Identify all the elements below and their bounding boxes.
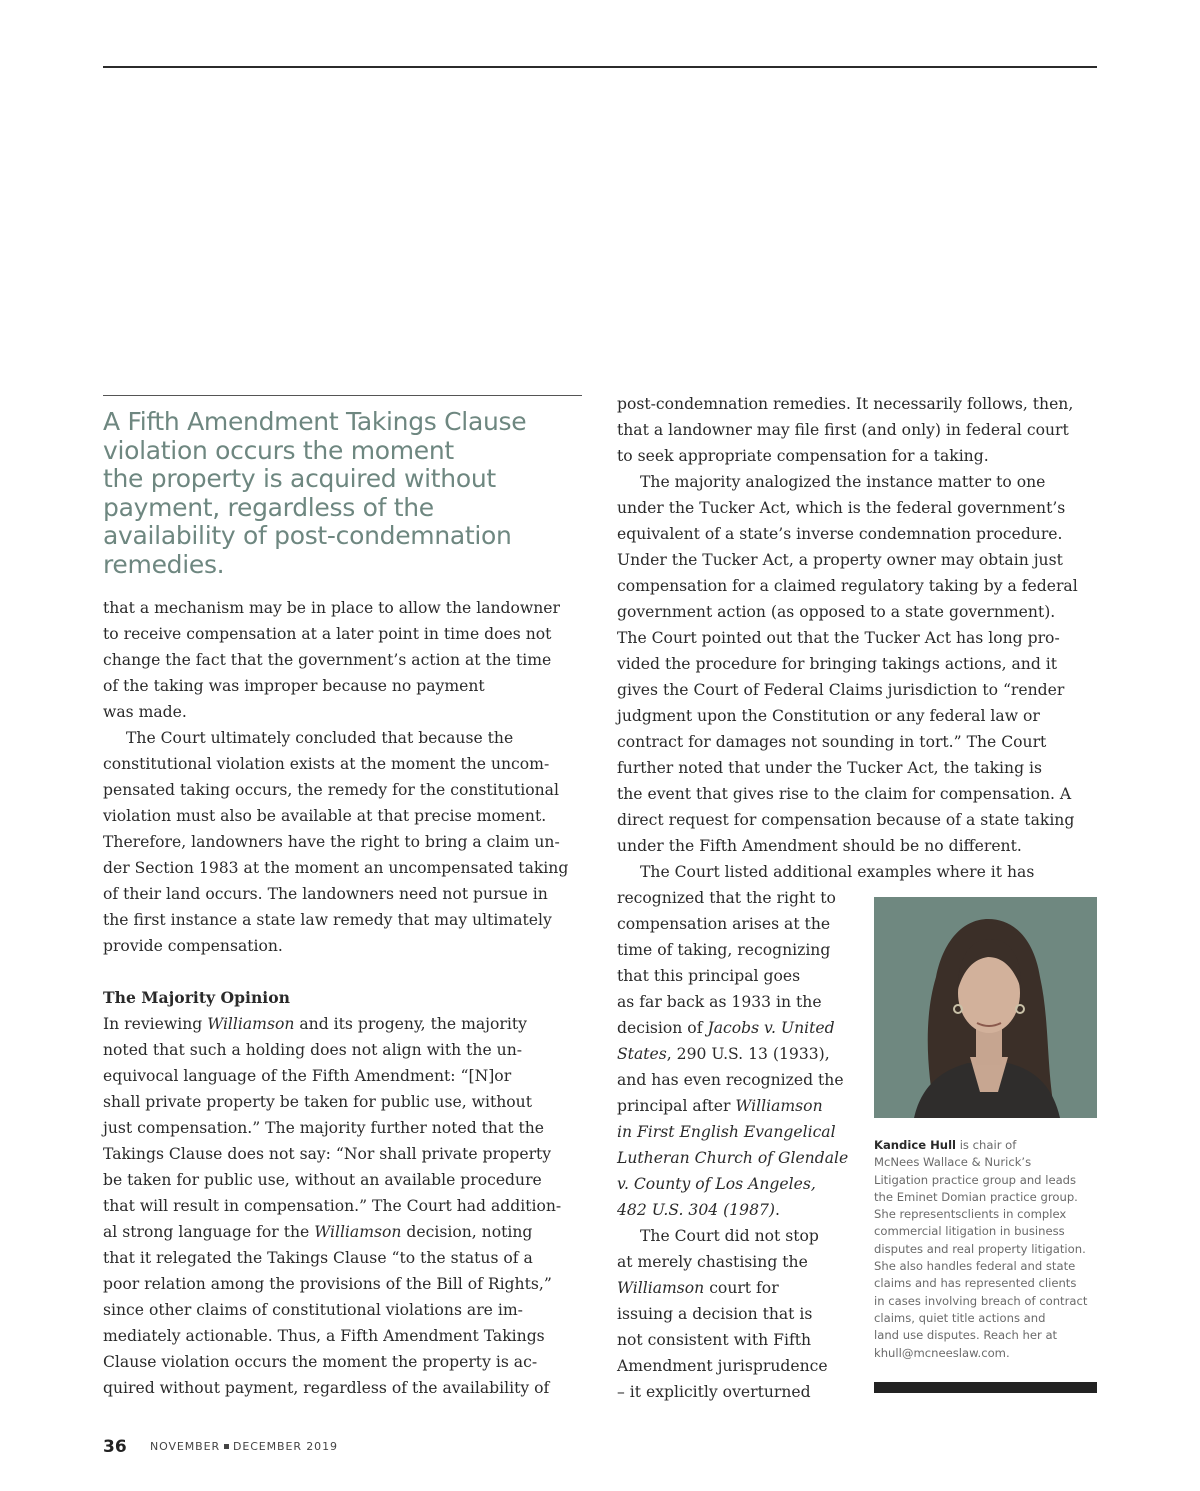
body-line: gives the Court of Federal Claims jurisdiction to “render [617, 681, 1065, 699]
pullquote-line: payment, regardless of the [103, 492, 434, 522]
italic-case-name: States [617, 1045, 667, 1063]
author-photo [874, 897, 1097, 1118]
text-run: decision, noting [401, 1223, 533, 1241]
body-line: as far back as 1933 in the [617, 993, 822, 1011]
bio-line: khull@mcneeslaw.com. [874, 1345, 1010, 1360]
square-bullet-icon [224, 1444, 229, 1449]
body-line: of the taking was improper because no payment [103, 677, 485, 695]
text-run: . [775, 1201, 780, 1219]
body-line: that this principal goes [617, 967, 801, 985]
body-line: not consistent with Fifth [617, 1331, 812, 1349]
pullquote [103, 408, 583, 579]
bio-line: McNees Wallace & Nurick’s [874, 1155, 1032, 1170]
text-run: , 290 U.S. 13 (1933), [666, 1045, 830, 1063]
italic-case-name: 482 U.S. 304 (1987) [617, 1201, 776, 1219]
body-line: further noted that under the Tucker Act, the taking is [617, 759, 1043, 777]
body-line: Clause violation occurs the moment the property is ac- [103, 1353, 538, 1371]
body-line: contract for damages not sounding in tort.” The Court [617, 733, 1047, 751]
body-line [103, 1011, 585, 1037]
bio-line: claims and has represented clients [874, 1276, 1077, 1291]
body-line: Under the Tucker Act, a property owner may obtain just [617, 551, 1063, 569]
body-line: that a landowner may file first (and only) in federal court [617, 421, 1069, 439]
top-rule [103, 66, 1097, 68]
body-line: Therefore, landowners have the right to bring a claim un- [103, 833, 560, 851]
body-line: was made. [103, 703, 187, 721]
body-line: direct request for compensation because of a state taking [617, 811, 1075, 829]
bio-line: claims, quiet title actions and [874, 1310, 1046, 1325]
body-line: – it explicitly overturned [617, 1383, 811, 1401]
body-line: mediately actionable. Thus, a Fifth Amendment Takings [103, 1327, 545, 1345]
pullquote-rule [103, 395, 582, 396]
section-heading [103, 985, 585, 1011]
italic-case-name: Williamson [735, 1097, 823, 1115]
body-line: post-condemnation remedies. It necessarily follows, then, [617, 395, 1074, 413]
body-line: change the fact that the government’s action at the time [103, 651, 552, 669]
body-line: time of taking, recognizing [617, 941, 831, 959]
spacer [103, 959, 585, 985]
bio-line: the Eminet Domian practice group. [874, 1189, 1078, 1204]
text-run: and its progeny, the majority [294, 1015, 527, 1033]
footer-month-start: NOVEMBER [150, 1440, 220, 1453]
text-run: court for [704, 1279, 779, 1297]
body-line: constitutional violation exists at the moment the uncom- [103, 755, 550, 773]
body-line: since other claims of constitutional violations are im- [103, 1301, 523, 1319]
body-line: equivocal language of the Fifth Amendment: “[N]or [103, 1067, 512, 1085]
text-run: al strong language for the [103, 1223, 315, 1241]
page-number: 36 [103, 1437, 127, 1457]
bio-line: disputes and real property litigation. [874, 1241, 1086, 1256]
body-line: equivalent of a state’s inverse condemnation procedure. [617, 525, 1063, 543]
body-line: under the Tucker Act, which is the federal government’s [617, 499, 1066, 517]
left-column [103, 595, 585, 1401]
body-line: poor relation among the provisions of the Bill of Rights,” [103, 1275, 552, 1293]
body-line [103, 1219, 585, 1245]
footer-month-end: DECEMBER 2019 [233, 1440, 338, 1453]
body-line: that a mechanism may be in place to allow the landowner [103, 599, 560, 617]
body-line: the event that gives rise to the claim for compensation. A [617, 785, 1072, 803]
italic-case-name: Lutheran Church of Glendale [617, 1149, 849, 1167]
body-line: pensated taking occurs, the remedy for the constitutional [103, 781, 559, 799]
body-line: The Court did not stop [640, 1227, 819, 1245]
bio-line: She also handles federal and state [874, 1259, 1076, 1274]
body-line: that will result in compensation.” The Court had addition- [103, 1197, 562, 1215]
bio-line: Litigation practice group and leads [874, 1172, 1077, 1187]
body-line: vided the procedure for bringing takings actions, and it [617, 655, 1058, 673]
body-line: recognized that the right to [617, 889, 836, 907]
body-line: just compensation.” The majority further noted that the [103, 1119, 544, 1137]
body-line: issuing a decision that is [617, 1305, 813, 1323]
issue-date [150, 1440, 338, 1453]
body-line: and has even recognized the [617, 1071, 844, 1089]
text-run: In reviewing [103, 1015, 208, 1033]
body-line: the first instance a state law remedy that may ultimately [103, 911, 552, 929]
body-line: The majority analogized the instance matter to one [640, 473, 1046, 491]
bio-line: She representsclients in complex [874, 1207, 1067, 1222]
bio-line: commercial litigation in business [874, 1224, 1065, 1239]
body-line: The Court listed additional examples where it has [640, 863, 1035, 881]
body-line: The Court ultimately concluded that because the [126, 729, 514, 747]
decorative-bar [874, 1382, 1097, 1393]
bio-line [874, 1137, 1100, 1154]
body-line: shall private property be taken for public use, without [103, 1093, 532, 1111]
body-line: judgment upon the Constitution or any federal law or [617, 707, 1040, 725]
text-run: is chair of [956, 1138, 1017, 1152]
italic-case-name: v. County of Los Angeles, [617, 1175, 816, 1193]
body-line: be taken for public use, without an available procedure [103, 1171, 542, 1189]
section-heading-text: The Majority Opinion [103, 988, 290, 1007]
body-line: that it relegated the Takings Clause “to the status of a [103, 1249, 533, 1267]
body-line: der Section 1983 at the moment an uncompensated taking [103, 859, 569, 877]
text-run: decision of [617, 1019, 708, 1037]
pullquote-line: remedies. [103, 549, 225, 579]
author-bio [874, 1137, 1100, 1362]
body-line: under the Fifth Amendment should be no different. [617, 837, 1022, 855]
italic-case-name: Jacobs v. United [707, 1019, 835, 1037]
body-line: to receive compensation at a later point in time does not [103, 625, 552, 643]
body-line: at merely chastising the [617, 1253, 808, 1271]
italic-case-name: in First English Evangelical [617, 1123, 836, 1141]
text-run: principal after [617, 1097, 736, 1115]
body-line: provide compensation. [103, 937, 283, 955]
body-line: violation must also be available at that precise moment. [103, 807, 547, 825]
body-line: noted that such a holding does not align with the un- [103, 1041, 523, 1059]
body-line: The Court pointed out that the Tucker Act has long pro- [617, 629, 1060, 647]
body-line: to seek appropriate compensation for a taking. [617, 447, 989, 465]
body-line: compensation arises at the [617, 915, 831, 933]
italic-case-name: Williamson [617, 1279, 705, 1297]
body-line: quired without payment, regardless of the availability of [103, 1379, 550, 1397]
body-line: Takings Clause does not say: “Nor shall private property [103, 1145, 552, 1163]
pullquote-line: violation occurs the moment [103, 435, 454, 465]
author-name: Kandice Hull [874, 1138, 957, 1152]
body-line: government action (as opposed to a state government). [617, 603, 1056, 621]
italic-case-name: Williamson [207, 1015, 295, 1033]
author-portrait-illustration [874, 897, 1097, 1118]
body-line: Amendment jurisprudence [617, 1357, 828, 1375]
pullquote-line: A Fifth Amendment Takings Clause [103, 407, 527, 436]
pullquote-line: availability of post-condemnation [103, 521, 512, 550]
body-line: compensation for a claimed regulatory taking by a federal [617, 577, 1078, 595]
italic-case-name: Williamson [314, 1223, 402, 1241]
bio-line: in cases involving breach of contract [874, 1293, 1088, 1308]
body-line: of their land occurs. The landowners need not pursue in [103, 885, 548, 903]
pullquote-line: the property is acquired without [103, 464, 496, 493]
bio-line: land use disputes. Reach her at [874, 1328, 1058, 1343]
